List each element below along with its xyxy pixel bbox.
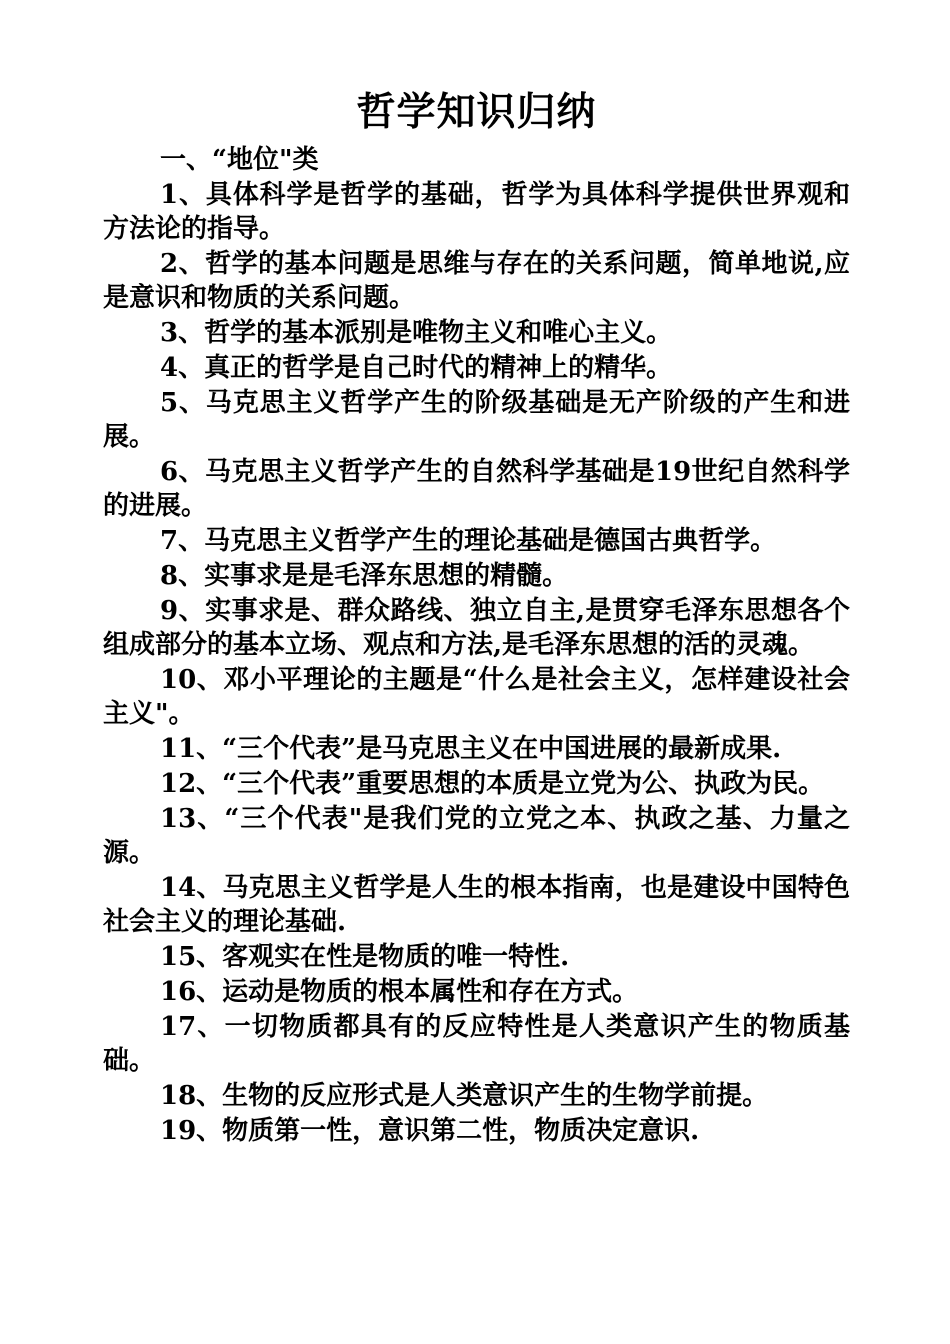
list-item: 5、马克思主义哲学产生的阶级基础是无产阶级的产生和进展。 — [103, 388, 850, 452]
list-item: 2、哲学的基本问题是思维与存在的关系问题，简单地说,应是意识和物质的关系问题。 — [103, 249, 850, 313]
list-item: 3、哲学的基本派别是唯物主义和唯心主义。 — [160, 318, 673, 348]
page-title: 哲学知识归纳 — [356, 89, 597, 135]
list-item: 16、运动是物质的根本属性和存在方式。 — [160, 977, 639, 1007]
list-item: 9、实事求是、群众路线、独立自主,是贯穿毛泽东思想各个组成部分的基本立场、观点和方法,是毛泽东思想的活的灵魂。 — [103, 596, 850, 660]
list-item: 13、“三个代表"是我们党的立党之本、执政之基、力量之源。 — [103, 804, 850, 868]
list-item: 11、“三个代表”是马克思主义在中国进展的最新成果. — [160, 734, 782, 764]
list-item: 4、真正的哲学是自己时代的精神上的精华。 — [160, 353, 673, 383]
item-list — [103, 178, 850, 1148]
list-item: 7、马克思主义哲学产生的理论基础是德国古典哲学。 — [160, 526, 777, 556]
list-item: 14、马克思主义哲学是人生的根本指南，也是建设中国特色社会主义的理论基础. — [103, 873, 850, 937]
list-item: 1、具体科学是哲学的基础，哲学为具体科学提供世界观和方法论的指导。 — [103, 180, 850, 244]
section-heading: 一、“地位"类 — [160, 145, 319, 175]
list-item: 12、“三个代表”重要思想的本质是立党为公、执政为民。 — [160, 769, 825, 799]
list-item: 18、生物的反应形式是人类意识产生的生物学前提。 — [160, 1081, 769, 1111]
list-item: 19、物质第一性，意识第二性，物质决定意识. — [160, 1116, 700, 1146]
list-item: 15、客观实在性是物质的唯一特性. — [160, 942, 570, 972]
list-item: 8、实事求是是毛泽东思想的精髓。 — [160, 561, 569, 591]
list-item: 10、邓小平理论的主题是“什么是社会主义，怎样建设社会主义"。 — [103, 665, 850, 729]
list-item: 6、马克思主义哲学产生的自然科学基础是19世纪自然科学的进展。 — [103, 457, 850, 521]
list-item: 17、一切物质都具有的反应特性是人类意识产生的物质基础。 — [103, 1012, 850, 1076]
